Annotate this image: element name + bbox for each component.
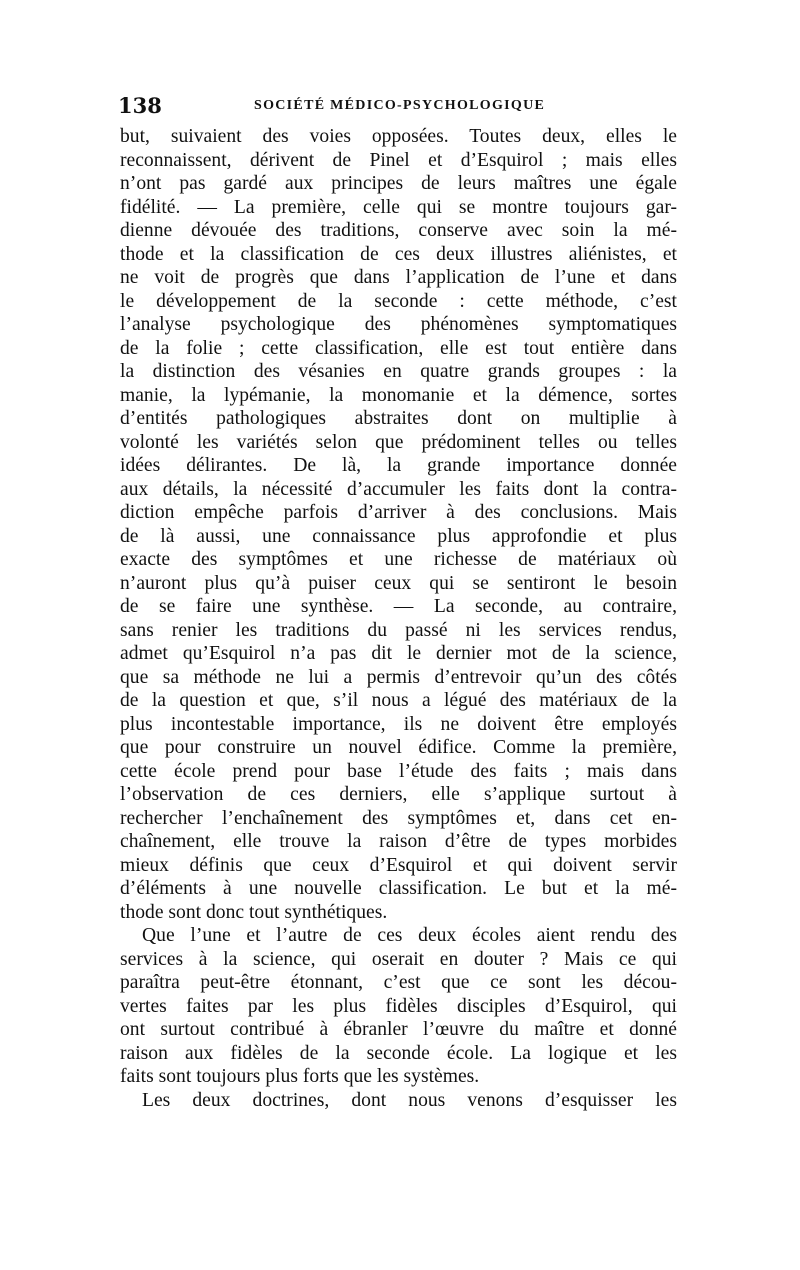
- page-number: 138: [118, 93, 162, 118]
- text-line: le développement de la seconde : cette méthode, c’est: [120, 290, 677, 312]
- text-line: d’entités pathologiques abstraites dont on multiplie à: [120, 408, 677, 429]
- text-line: n’auront plus qu’à puiser ceux qui se sentiront le besoin: [120, 572, 677, 594]
- text-line: manie, la lypémanie, la monomanie et la démence, sortes: [120, 384, 677, 406]
- running-title: SOCIÉTÉ MÉDICO-PSYCHOLOGIQUE: [254, 98, 546, 113]
- text-line: vertes faites par les plus fidèles disciples d’Esquirol, qui: [120, 995, 677, 1017]
- text-line: ont surtout contribué à ébranler l’œuvre du maître et donné: [120, 1019, 677, 1040]
- text-line: thode et la classification de ces deux illustres aliénistes, et: [120, 243, 677, 265]
- text-line: admet qu’Esquirol n’a pas dit le dernier mot de la science,: [120, 643, 677, 664]
- text-line: idées délirantes. De là, la grande importance donnée: [120, 455, 677, 476]
- text-line: dienne dévouée des traditions, conserve avec soin la mé-: [120, 220, 677, 241]
- text-line: de la question et que, s’il nous a légué des matériaux de la: [120, 690, 677, 711]
- text-line: faits sont toujours plus forts que les systèmes.: [120, 1066, 480, 1087]
- text-line: que pour construire un nouvel édifice. Comme la première,: [120, 737, 677, 758]
- text-line: fidélité. — La première, celle qui se montre toujours gar-: [120, 196, 677, 218]
- text-line: mieux définis que ceux d’Esquirol et qui doivent servir: [120, 854, 677, 876]
- text-line: paraîtra peut-être étonnant, c’est que ce sont les décou-: [120, 972, 677, 993]
- text-line: de là aussi, une connaissance plus approfondie et plus: [120, 525, 677, 547]
- text-line: de la folie ; cette classification, elle est tout entière dans: [120, 337, 677, 359]
- text-line: reconnaissent, dérivent de Pinel et d’Esquirol ; mais elles: [120, 149, 677, 171]
- text-line: thode sont donc tout synthétiques.: [120, 901, 388, 923]
- text-line: rechercher l’enchaînement des symptômes et, dans cet en-: [120, 807, 677, 829]
- text-line: sans renier les traditions du passé ni les services rendus,: [120, 619, 677, 641]
- text-line: que sa méthode ne lui a permis d’entrevoir qu’un des côtés: [120, 666, 677, 688]
- text-line: ne voit de progrès que dans l’application de l’une et dans: [120, 267, 677, 288]
- text-line: Que l’une et l’autre de ces deux écoles aient rendu des: [142, 925, 677, 946]
- text-line: raison aux fidèles de la seconde école. La logique et les: [120, 1042, 677, 1064]
- text-line: chaînement, elle trouve la raison d’être de types morbides: [120, 831, 677, 852]
- text-line: Les deux doctrines, dont nous venons d’esquisser les: [142, 1089, 677, 1111]
- text-line: exacte des symptômes et une richesse de matériaux où: [120, 549, 677, 570]
- text-line: n’ont pas gardé aux principes de leurs maîtres une égale: [120, 173, 677, 194]
- text-line: l’analyse psychologique des phénomènes symptomatiques: [120, 314, 677, 335]
- text-line: la distinction des vésanies en quatre grands groupes : la: [120, 361, 677, 382]
- text-line: de se faire une synthèse. — La seconde, au contraire,: [120, 596, 677, 617]
- text-line: plus incontestable importance, ils ne doivent être employés: [120, 713, 677, 735]
- text-line: d’éléments à une nouvelle classification. Le but et la mé-: [120, 878, 677, 899]
- text-line: cette école prend pour base l’étude des faits ; mais dans: [120, 760, 677, 782]
- text-line: volonté les variétés selon que prédominent telles ou telles: [120, 431, 677, 453]
- text-line: services à la science, qui oserait en douter ? Mais ce qui: [120, 948, 677, 970]
- text-line: but, suivaient des voies opposées. Toutes deux, elles le: [120, 126, 677, 147]
- body-text: [120, 125, 677, 1112]
- text-line: l’observation de ces derniers, elle s’applique surtout à: [120, 784, 677, 805]
- running-head: [118, 92, 678, 120]
- text-line: diction empêche parfois d’arriver à des conclusions. Mais: [120, 502, 677, 523]
- text-line: aux détails, la nécessité d’accumuler les faits dont la contra-: [120, 478, 677, 500]
